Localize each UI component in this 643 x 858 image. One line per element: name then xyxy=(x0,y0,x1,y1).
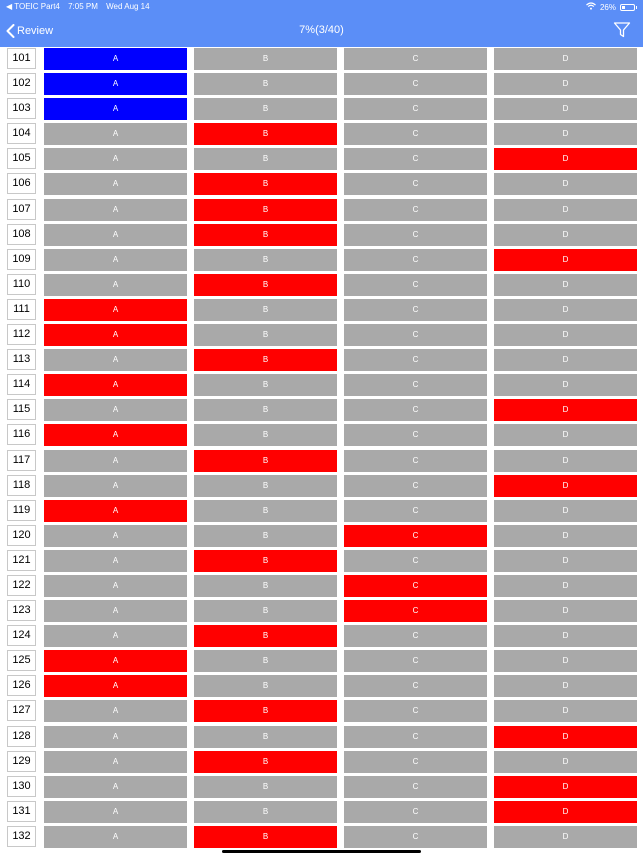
option-a-button[interactable]: A xyxy=(44,650,187,672)
option-c-button[interactable]: C xyxy=(344,48,487,70)
option-c-button[interactable]: C xyxy=(344,625,487,647)
question-number: 111 xyxy=(7,299,36,320)
option-a-button[interactable]: A xyxy=(44,801,187,823)
option-d-button[interactable]: D xyxy=(494,148,637,170)
option-d-button[interactable]: D xyxy=(494,625,637,647)
answer-row xyxy=(0,649,643,674)
option-a-button[interactable]: A xyxy=(44,299,187,321)
option-b-button[interactable]: B xyxy=(194,173,337,195)
option-c-button[interactable]: C xyxy=(344,399,487,421)
option-d-button[interactable]: D xyxy=(494,349,637,371)
question-number: 122 xyxy=(7,575,36,596)
option-b-button[interactable]: B xyxy=(194,776,337,798)
question-number: 125 xyxy=(7,650,36,671)
option-d-button[interactable]: D xyxy=(494,726,637,748)
option-b-button[interactable]: B xyxy=(194,475,337,497)
question-number: 107 xyxy=(7,199,36,220)
question-number: 132 xyxy=(7,826,36,847)
option-c-button[interactable]: C xyxy=(344,776,487,798)
option-d-button[interactable]: D xyxy=(494,224,637,246)
option-d-button[interactable]: D xyxy=(494,675,637,697)
option-b-button[interactable]: B xyxy=(194,123,337,145)
battery-icon xyxy=(620,4,635,11)
page-title: 7%(3/40) xyxy=(299,24,344,36)
answer-row xyxy=(0,624,643,649)
option-b-button[interactable]: B xyxy=(194,324,337,346)
option-c-button[interactable]: C xyxy=(344,173,487,195)
question-number: 128 xyxy=(7,726,36,747)
option-d-button[interactable]: D xyxy=(494,475,637,497)
option-b-button[interactable]: B xyxy=(194,801,337,823)
option-d-button[interactable]: D xyxy=(494,650,637,672)
option-c-button[interactable]: C xyxy=(344,73,487,95)
answer-row xyxy=(0,122,643,147)
option-d-button[interactable]: D xyxy=(494,324,637,346)
option-b-button[interactable]: B xyxy=(194,600,337,622)
option-a-button[interactable]: A xyxy=(44,826,187,848)
option-a-button[interactable]: A xyxy=(44,450,187,472)
option-a-button[interactable]: A xyxy=(44,776,187,798)
option-b-button[interactable]: B xyxy=(194,500,337,522)
answer-row xyxy=(0,47,643,72)
answer-grid xyxy=(0,47,643,850)
option-d-button[interactable]: D xyxy=(494,199,637,221)
question-number: 102 xyxy=(7,73,36,94)
option-c-button[interactable]: C xyxy=(344,98,487,120)
answer-row xyxy=(0,323,643,348)
option-d-button[interactable]: D xyxy=(494,751,637,773)
option-c-button[interactable]: C xyxy=(344,224,487,246)
option-b-button[interactable]: B xyxy=(194,349,337,371)
option-b-button[interactable]: B xyxy=(194,48,337,70)
option-a-button[interactable]: A xyxy=(44,123,187,145)
option-d-button[interactable]: D xyxy=(494,500,637,522)
question-number: 127 xyxy=(7,700,36,721)
option-b-button[interactable]: B xyxy=(194,675,337,697)
option-c-button[interactable]: C xyxy=(344,424,487,446)
option-d-button[interactable]: D xyxy=(494,575,637,597)
question-number: 113 xyxy=(7,349,36,370)
option-c-button[interactable]: C xyxy=(344,199,487,221)
option-c-button[interactable]: C xyxy=(344,550,487,572)
question-number: 101 xyxy=(7,48,36,69)
option-d-button[interactable]: D xyxy=(494,399,637,421)
option-b-button[interactable]: B xyxy=(194,249,337,271)
question-number: 130 xyxy=(7,776,36,797)
option-c-button[interactable]: C xyxy=(344,274,487,296)
question-number: 129 xyxy=(7,751,36,772)
question-number: 121 xyxy=(7,550,36,571)
option-b-button[interactable]: B xyxy=(194,274,337,296)
option-a-button[interactable]: A xyxy=(44,349,187,371)
option-a-button[interactable]: A xyxy=(44,148,187,170)
option-b-button[interactable]: B xyxy=(194,224,337,246)
option-a-button[interactable]: A xyxy=(44,525,187,547)
option-b-button[interactable]: B xyxy=(194,299,337,321)
status-bar-left xyxy=(6,2,156,11)
back-button-label: Review xyxy=(17,24,54,37)
status-app-back[interactable]: ◀ TOEIC Part4 xyxy=(6,2,60,11)
option-b-button[interactable]: B xyxy=(194,450,337,472)
answer-row xyxy=(0,147,643,172)
answer-row xyxy=(0,750,643,775)
option-c-button[interactable]: C xyxy=(344,123,487,145)
answer-row xyxy=(0,223,643,248)
status-bar xyxy=(0,0,643,14)
option-d-button[interactable]: D xyxy=(494,826,637,848)
answer-row xyxy=(0,449,643,474)
option-c-button[interactable]: C xyxy=(344,349,487,371)
option-b-button[interactable]: B xyxy=(194,625,337,647)
option-d-button[interactable]: D xyxy=(494,450,637,472)
option-d-button[interactable]: D xyxy=(494,249,637,271)
option-a-button[interactable]: A xyxy=(44,700,187,722)
filter-button[interactable] xyxy=(613,21,631,39)
option-d-button[interactable]: D xyxy=(494,525,637,547)
option-b-button[interactable]: B xyxy=(194,826,337,848)
question-number: 117 xyxy=(7,450,36,471)
answer-row xyxy=(0,549,643,574)
answer-row xyxy=(0,97,643,122)
question-number: 105 xyxy=(7,148,36,169)
answer-row xyxy=(0,198,643,223)
question-number: 123 xyxy=(7,600,36,621)
option-c-button[interactable]: C xyxy=(344,249,487,271)
question-number: 126 xyxy=(7,675,36,696)
option-b-button[interactable]: B xyxy=(194,525,337,547)
back-button[interactable] xyxy=(6,14,53,47)
option-d-button[interactable]: D xyxy=(494,299,637,321)
option-c-button[interactable]: C xyxy=(344,374,487,396)
option-d-button[interactable]: D xyxy=(494,274,637,296)
option-a-button[interactable]: A xyxy=(44,98,187,120)
question-number: 104 xyxy=(7,123,36,144)
option-a-button[interactable]: A xyxy=(44,173,187,195)
answer-row xyxy=(0,348,643,373)
option-a-button[interactable]: A xyxy=(44,500,187,522)
option-b-button[interactable]: B xyxy=(194,700,337,722)
wifi-icon xyxy=(586,2,596,12)
option-d-button[interactable]: D xyxy=(494,173,637,195)
answer-row xyxy=(0,72,643,97)
option-c-button[interactable]: C xyxy=(344,700,487,722)
option-d-button[interactable]: D xyxy=(494,123,637,145)
answer-row xyxy=(0,499,643,524)
question-number: 118 xyxy=(7,475,36,496)
question-number: 110 xyxy=(7,274,36,295)
option-b-button[interactable]: B xyxy=(194,399,337,421)
option-a-button[interactable]: A xyxy=(44,575,187,597)
option-a-button[interactable]: A xyxy=(44,751,187,773)
option-c-button[interactable]: C xyxy=(344,475,487,497)
answer-row xyxy=(0,599,643,624)
option-c-button[interactable]: C xyxy=(344,324,487,346)
nav-bar xyxy=(0,14,643,47)
option-c-button[interactable]: C xyxy=(344,826,487,848)
option-a-button[interactable]: A xyxy=(44,249,187,271)
option-c-button[interactable]: C xyxy=(344,751,487,773)
option-b-button[interactable]: B xyxy=(194,148,337,170)
option-a-button[interactable]: A xyxy=(44,224,187,246)
option-a-button[interactable]: A xyxy=(44,424,187,446)
option-b-button[interactable]: B xyxy=(194,550,337,572)
option-c-button[interactable]: C xyxy=(344,450,487,472)
answer-row xyxy=(0,524,643,549)
option-a-button[interactable]: A xyxy=(44,399,187,421)
option-c-button[interactable]: C xyxy=(344,801,487,823)
option-b-button[interactable]: B xyxy=(194,650,337,672)
option-c-button[interactable]: C xyxy=(344,148,487,170)
answer-row xyxy=(0,800,643,825)
option-a-button[interactable]: A xyxy=(44,48,187,70)
option-b-button[interactable]: B xyxy=(194,751,337,773)
option-d-button[interactable]: D xyxy=(494,424,637,446)
option-a-button[interactable]: A xyxy=(44,475,187,497)
question-number: 115 xyxy=(7,399,36,420)
option-c-button[interactable]: C xyxy=(344,575,487,597)
filter-icon xyxy=(613,21,631,39)
option-d-button[interactable]: D xyxy=(494,801,637,823)
option-a-button[interactable]: A xyxy=(44,73,187,95)
answer-row xyxy=(0,825,643,850)
question-number: 131 xyxy=(7,801,36,822)
answer-row xyxy=(0,725,643,750)
question-number: 114 xyxy=(7,374,36,395)
option-b-button[interactable]: B xyxy=(194,374,337,396)
answer-row xyxy=(0,474,643,499)
answer-row xyxy=(0,373,643,398)
option-d-button[interactable]: D xyxy=(494,776,637,798)
question-number: 116 xyxy=(7,424,36,445)
answer-row xyxy=(0,423,643,448)
battery-percent: 26% xyxy=(599,2,616,12)
answer-row xyxy=(0,674,643,699)
option-a-button[interactable]: A xyxy=(44,324,187,346)
answer-row xyxy=(0,273,643,298)
option-c-button[interactable]: C xyxy=(344,726,487,748)
option-a-button[interactable]: A xyxy=(44,274,187,296)
status-date: Wed Aug 14 xyxy=(106,2,150,11)
option-c-button[interactable]: C xyxy=(344,650,487,672)
question-number: 112 xyxy=(7,324,36,345)
option-d-button[interactable]: D xyxy=(494,98,637,120)
option-b-button[interactable]: B xyxy=(194,98,337,120)
option-a-button[interactable]: A xyxy=(44,550,187,572)
answer-row xyxy=(0,398,643,423)
status-bar-right xyxy=(586,2,635,12)
option-c-button[interactable]: C xyxy=(344,299,487,321)
question-number: 108 xyxy=(7,224,36,245)
option-a-button[interactable]: A xyxy=(44,625,187,647)
option-b-button[interactable]: B xyxy=(194,199,337,221)
option-c-button[interactable]: C xyxy=(344,600,487,622)
answer-row xyxy=(0,775,643,800)
option-c-button[interactable]: C xyxy=(344,500,487,522)
option-d-button[interactable]: D xyxy=(494,550,637,572)
option-d-button[interactable]: D xyxy=(494,73,637,95)
option-a-button[interactable]: A xyxy=(44,374,187,396)
question-number: 103 xyxy=(7,98,36,119)
option-a-button[interactable]: A xyxy=(44,726,187,748)
chevron-left-icon xyxy=(6,24,15,38)
answer-row xyxy=(0,699,643,724)
option-b-button[interactable]: B xyxy=(194,73,337,95)
option-b-button[interactable]: B xyxy=(194,424,337,446)
option-b-button[interactable]: B xyxy=(194,575,337,597)
answer-row xyxy=(0,298,643,323)
answer-row xyxy=(0,574,643,599)
status-time: 7:05 PM xyxy=(68,2,98,11)
option-c-button[interactable]: C xyxy=(344,525,487,547)
option-d-button[interactable]: D xyxy=(494,700,637,722)
question-number: 109 xyxy=(7,249,36,270)
option-d-button[interactable]: D xyxy=(494,374,637,396)
question-number: 120 xyxy=(7,525,36,546)
option-d-button[interactable]: D xyxy=(494,48,637,70)
option-d-button[interactable]: D xyxy=(494,600,637,622)
question-number: 106 xyxy=(7,173,36,194)
answer-row xyxy=(0,248,643,273)
answer-row xyxy=(0,172,643,197)
option-a-button[interactable]: A xyxy=(44,199,187,221)
home-indicator xyxy=(222,850,421,853)
question-number: 124 xyxy=(7,625,36,646)
option-a-button[interactable]: A xyxy=(44,675,187,697)
option-a-button[interactable]: A xyxy=(44,600,187,622)
option-b-button[interactable]: B xyxy=(194,726,337,748)
question-number: 119 xyxy=(7,500,36,521)
option-c-button[interactable]: C xyxy=(344,675,487,697)
